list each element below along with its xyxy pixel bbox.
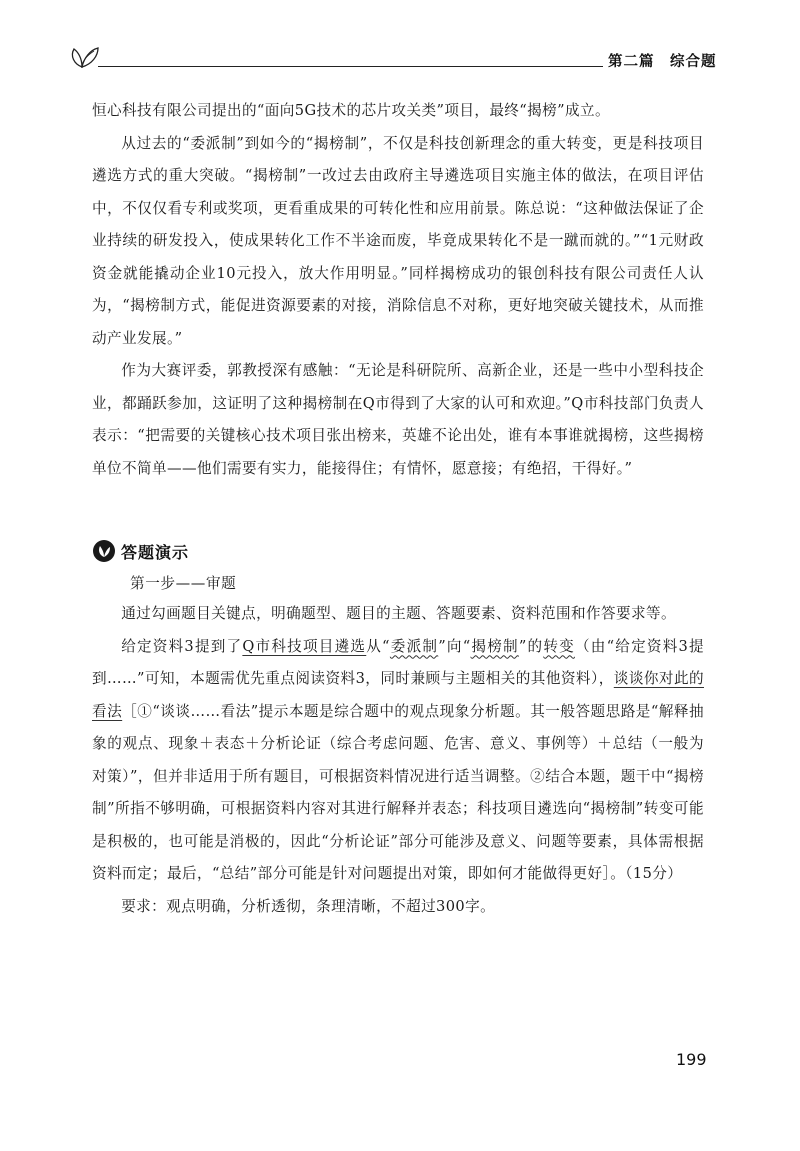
question-topic: Q市科技项目遴选 <box>242 637 367 655</box>
section-heading <box>93 538 189 564</box>
keyword-weipaizhi: 委派制 <box>389 637 439 655</box>
intro-paragraph: 通过勾画题目关键点，明确题型、题目的主题、答题要素、资料范围和作答要求等。 <box>121 605 676 622</box>
passage-paragraph-2: 从过去的“委派制”到如今的“揭榜制”，不仅是科技创新理念的重大转变，更是科技项目遴选方式的重大突破。“揭榜制”一改过去由政府主导遴选项目实施主体的做法，在项目评估中，不仅仅看专利或奖项，更看重成果的可转化性和应用前景。陈总说：“这种做法保证了企业持续的研发投入，使成果转化工作不半途而废，毕竟成果转化不是一蹴而就的。”“1元财政资金就能撬动企业10元投入，放大作用明显。”同样揭榜成功的银创科技有限公司责任人认为，“揭榜制方式，能促进资源要素的对接，消除信息不对称，更好地突破关键技术，从而推动产业发展。” <box>92 134 704 347</box>
keyword-zhuanbian: 转变 <box>543 637 575 655</box>
question-text: ”的 <box>518 637 544 655</box>
question-analysis: ［①“谈谈……看法”提示本题是综合题中的观点现象分析题。其一般答题思路是“解释抽象的观点、现象＋表态＋分析论证（综合考虑问题、危害、意义、事例等）＋总结（一般为对策）”，但并非适用于所有题目，可根据资料情况进行适当调整。②结合本题，题干中“揭榜制”所指不够明确，可根据资料内容对其进行解释并表态；科技项目遴选向“揭榜制”转变可能是积极的，也可能是消极的，因此“分析论证”部分可能涉及意义、问题等要素，具体需根据资料而定；最后，“总结”部分可能是针对问题提出对策，即如何才能做得更好］。（15分） <box>92 702 704 882</box>
leaf-ornament-icon <box>68 40 102 70</box>
passage <box>92 95 704 485</box>
keyword-jiebangzhi: 揭榜制 <box>470 637 519 655</box>
running-header <box>68 40 718 76</box>
answer-demo <box>92 598 704 923</box>
section-badge-icon <box>93 540 115 562</box>
question-note: （由“给定资料3提到……”可知，本题需优先重点阅读资料3，同时兼顾与主题相关的其他资料）， <box>92 637 705 687</box>
header-rule <box>98 66 603 67</box>
passage-paragraph-3: 作为大赛评委，郭教授深有感触：“无论是科研院所、高新企业，还是一些中小型科技企业，都踊跃参加，这证明了这种揭榜制在Q市得到了大家的认可和欢迎。”Q市科技部门负责人表示：“把需要的关键核心技术项目张出榜来，英雄不论出处，谁有本事谁就揭榜，这些揭榜单位不简单——他们需要有实力，能接得住；有情怀，愿意接；有绝招，干得好。” <box>92 362 704 477</box>
chapter-title: 第二篇 综合题 <box>608 54 717 70</box>
question-text: 从“ <box>366 637 390 655</box>
question-paragraph <box>92 631 704 891</box>
step-title: 第一步——审题 <box>130 575 237 592</box>
question-text: ”向“ <box>438 637 471 655</box>
requirement: 要求：观点明确，分析透彻，条理清晰，不超过300字。 <box>121 897 496 915</box>
page-number: 199 <box>676 1050 707 1069</box>
question-text: 给定资料3提到了 <box>121 637 243 655</box>
section-title: 答题演示 <box>121 542 190 562</box>
question-task: 谈谈你对此的看法 <box>92 670 704 720</box>
passage-paragraph-1: 恒心科技有限公司提出的“面向5G技术的芯片攻关类”项目，最终“揭榜”成立。 <box>92 102 610 119</box>
